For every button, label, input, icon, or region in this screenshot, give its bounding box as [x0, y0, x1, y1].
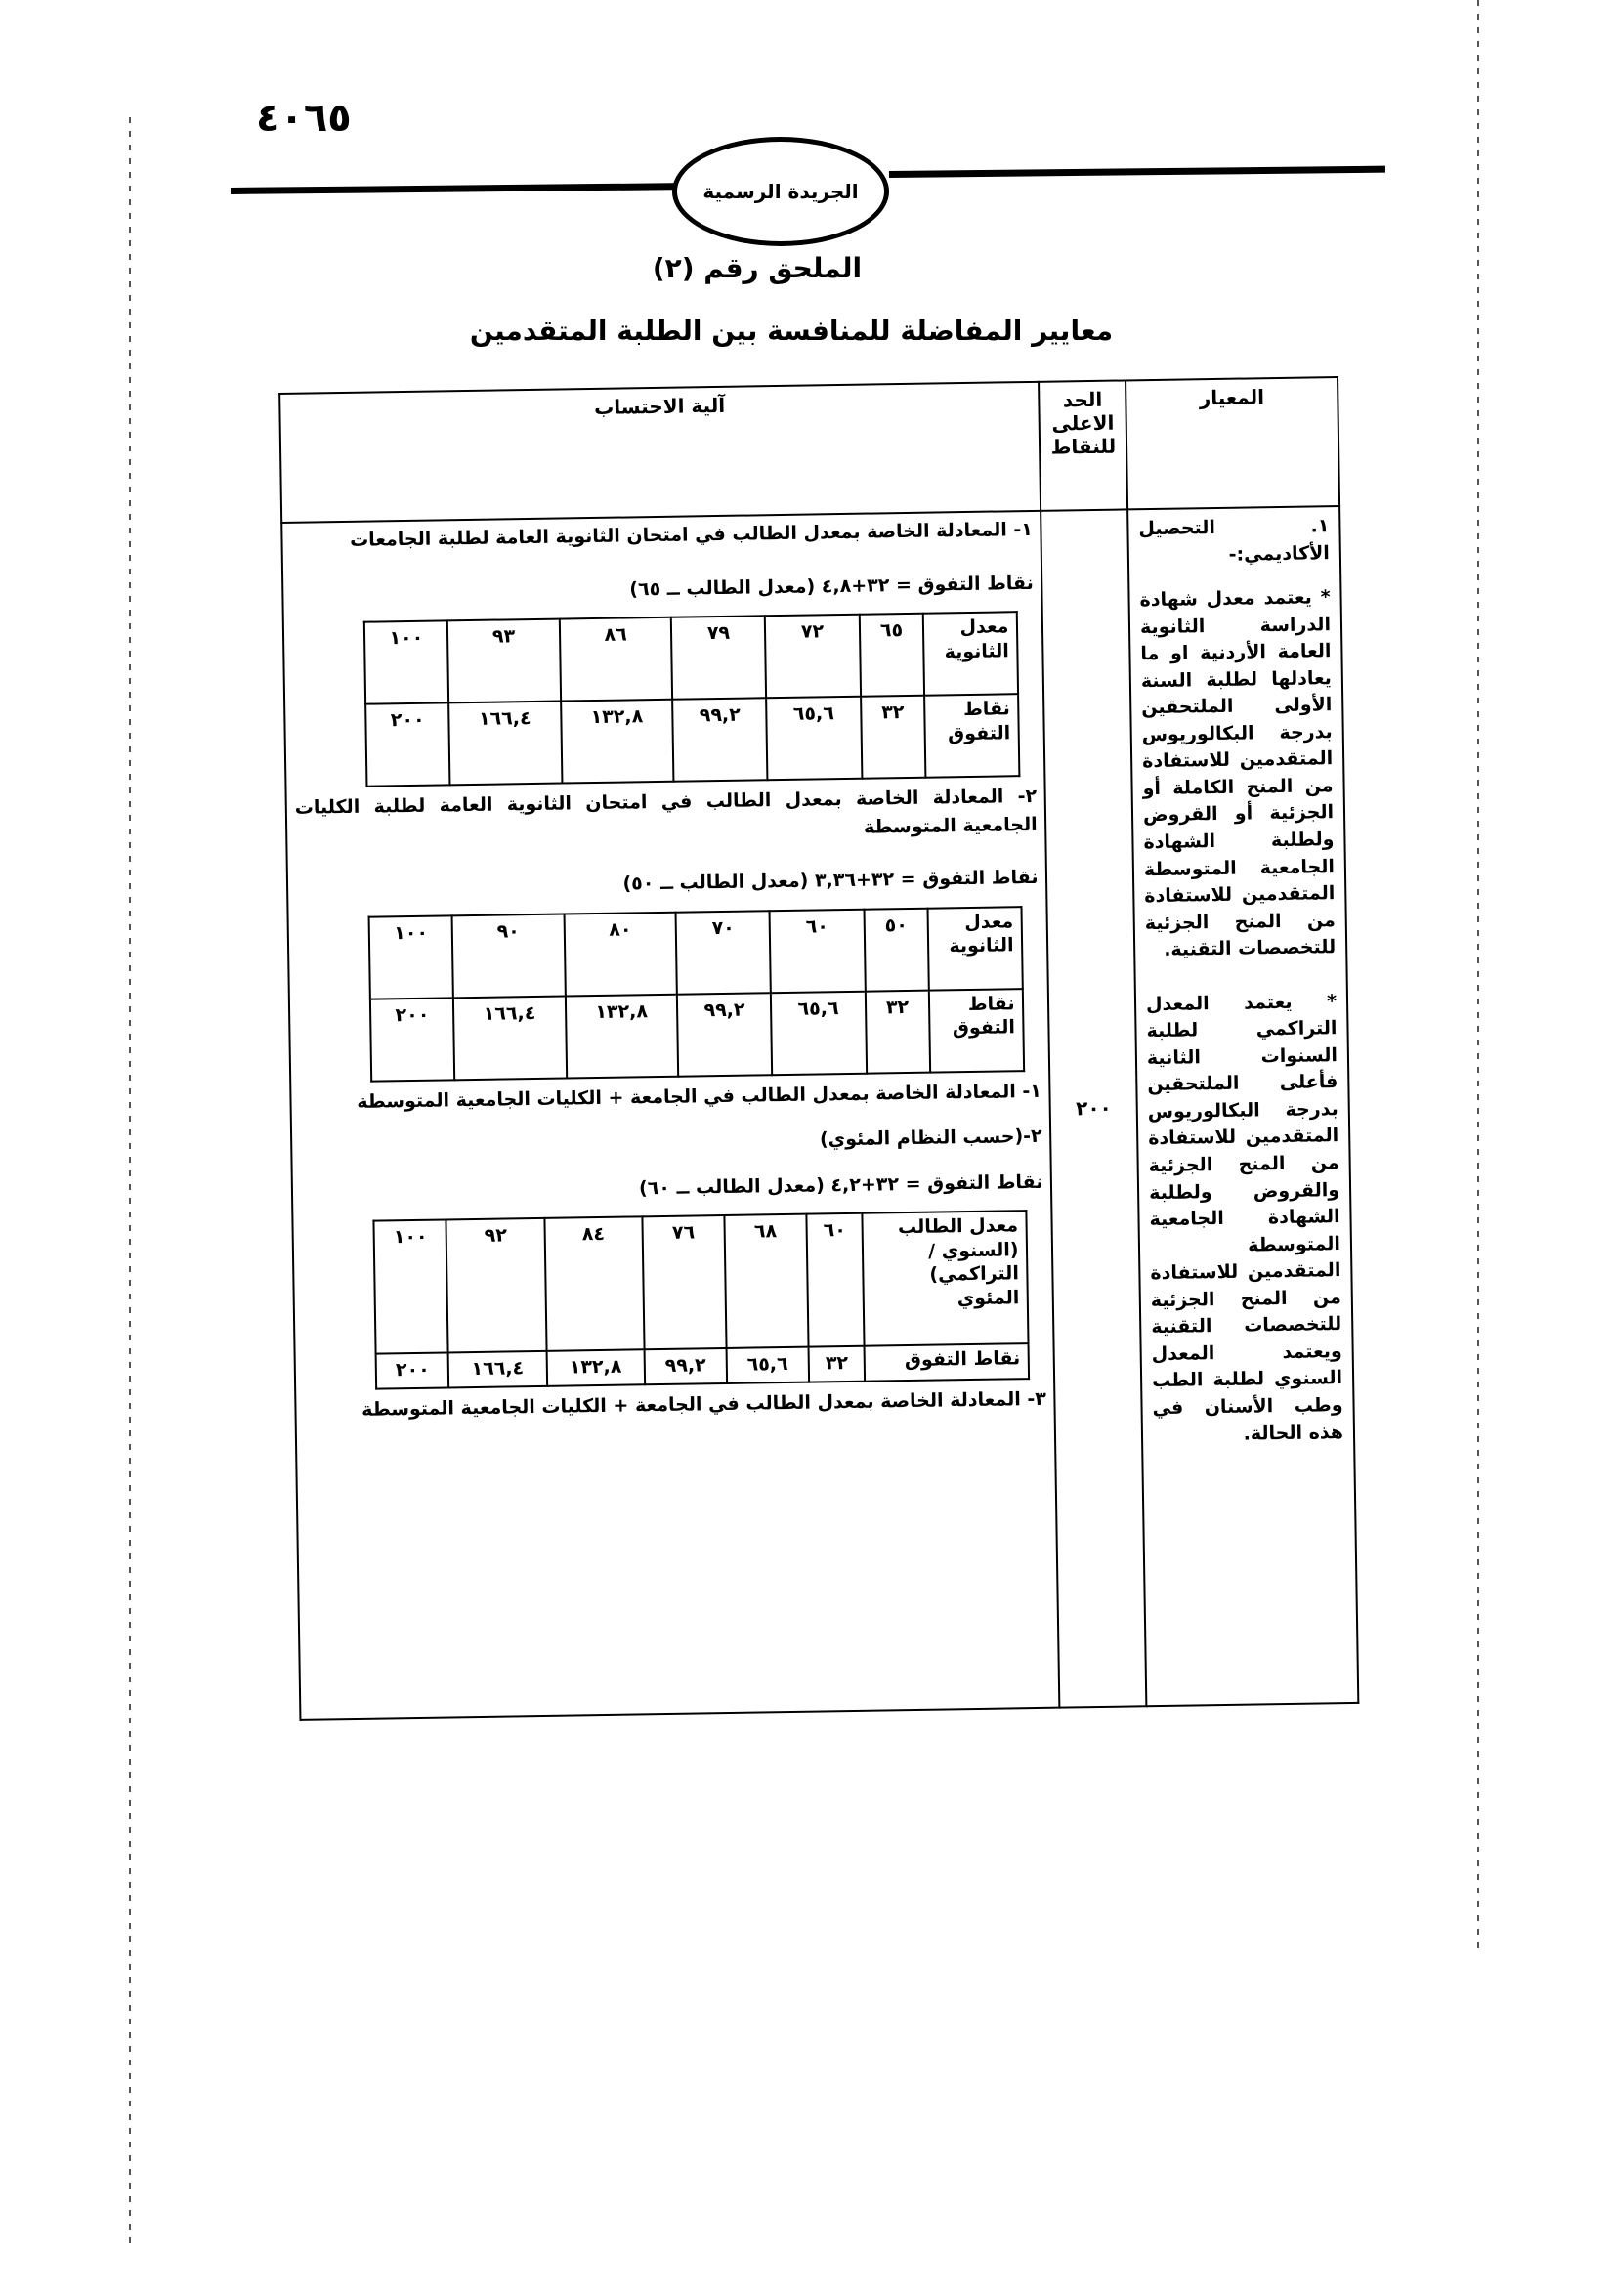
section-3-subtitle: ٢-(حسب النظام المئوي): [819, 1125, 1042, 1151]
section-3-formula: نقاط التفوق = ٣٢+٤,٢ (معدل الطالب ــ ٦٠): [638, 1170, 1043, 1199]
row-label: نقاط التفوق: [925, 694, 1020, 777]
criteria-row-academic: [281, 506, 1358, 1719]
masthead-oval: [672, 137, 889, 246]
criterion-paragraph-2: * يعتمد المعدل التراكمي لطلبة السنوات الثانية فأعلى الملتحقين بدرجة البكالوريوس المتقدمين للاستفادة من المنح الجزئية والقروض ولطلبة الشهادة الجامعية المتوسطة المتقدمين للاستفادة من المنح الجزئية للتخصصات التقنية ويعتمد المعدل السنوي لطلبة الطب وطب الأسنان في هذه الحالة.: [1145, 990, 1344, 1445]
average-cell: ٨٠: [564, 912, 677, 996]
average-cell: ٦٠: [770, 909, 865, 992]
masthead-rule-left: [231, 183, 682, 194]
header-calculation: آلية الاحتساب: [279, 382, 1041, 523]
average-cell: ٧٩: [671, 616, 766, 699]
points-cell: ٣٢: [865, 990, 930, 1073]
annex-title: الملحق رقم (٢): [652, 252, 863, 284]
average-cell: ٩٣: [447, 619, 561, 703]
section-2-title: ٢- المعادلة الخاصة بمعدل الطالب في امتحان الثانوية العامة لطلبة الكليات الجامعية المتوسطة: [294, 785, 1038, 838]
max-points-cell: ٢٠٠: [1041, 509, 1147, 1707]
masthead-rule-right: [889, 166, 1385, 178]
scan-edge-right: [1477, 0, 1479, 1954]
row-label: نقاط التفوق: [929, 989, 1024, 1072]
average-cell: ٩٠: [452, 914, 566, 998]
row-label: معدل الطالب (السنوي /التراكمي) المئوي: [863, 1211, 1029, 1346]
section-1-averages-row: [364, 612, 1018, 703]
points-cell: ٦٥,٦: [726, 1347, 809, 1383]
section-3-title: ١- المعادلة الخاصة بمعدل الطالب في الجامعة + الكليات الجامعية المتوسطة: [357, 1080, 1042, 1113]
average-cell: ٦٨: [724, 1214, 808, 1348]
points-cell: ٢٠٠: [370, 998, 454, 1081]
points-cell: ٢٠٠: [376, 1352, 448, 1388]
average-cell: ٧٦: [642, 1215, 726, 1349]
section-2-table: [368, 906, 1026, 1083]
calculation-cell: [281, 511, 1060, 1720]
points-cell: ١٦٦,٤: [453, 996, 567, 1080]
section-1-table: [363, 611, 1021, 787]
page-number: ٤٠٦٥: [256, 96, 352, 141]
document-title: معايير المفاضلة للمنافسة بين الطلبة المتقدمين: [469, 315, 1114, 347]
section-2-formula: نقاط التفوق = ٣٢+٣,٣٦ (معدل الطالب ــ ٥٠): [622, 866, 1039, 895]
average-cell: ١٠٠: [374, 1219, 448, 1353]
average-cell: ٦٥: [859, 614, 924, 697]
points-cell: ٣٢: [861, 696, 926, 779]
section-1-title: ١- المعادلة الخاصة بمعدل الطالب في امتحان الثانوية العامة لطلبة الجامعات: [349, 518, 1034, 551]
criterion-cell: [1127, 506, 1358, 1706]
section-2-points-row: [370, 989, 1024, 1081]
average-cell: ٩٢: [446, 1218, 546, 1353]
section-3-averages-row: [374, 1211, 1029, 1353]
average-cell: ٧٢: [765, 615, 860, 698]
points-cell: ١٣٢,٨: [546, 1349, 645, 1386]
points-cell: ٣٢: [808, 1346, 865, 1382]
section-1-formula: نقاط التفوق = ٣٢+٤,٨ (معدل الطالب ــ ٦٥): [629, 572, 1034, 600]
points-cell: ١٦٦,٤: [448, 1351, 547, 1388]
points-cell: ٦٥,٦: [767, 697, 862, 780]
average-cell: ٧٠: [676, 911, 771, 994]
section-4-title: ٣- المعادلة الخاصة بمعدل الطالب في الجامعة + الكليات الجامعية المتوسطة: [361, 1387, 1047, 1421]
masthead-title: الجريدة الرسمية: [702, 180, 859, 203]
points-cell: ٦٥,٦: [771, 991, 866, 1074]
criterion-paragraph-1: * يعتمد معدل شهادة الدراسة الثانوية العامة الأردنية او ما يعادلها لطلبة السنة الأولى الملتحقين بدرجة البكالوريوس المتقدمين للاستفادة من المنح الكاملة أو الجزئية أو القروض ولطلبة الشهادة الجامعية المتوسطة المتقدمين للاستفادة من المنح الجزئية للتخصصات التقنية.: [1139, 586, 1337, 961]
average-cell: ٥٠: [864, 908, 929, 991]
points-cell: ١٣٢,٨: [561, 700, 674, 784]
section-2-averages-row: [369, 907, 1023, 999]
points-cell: ٩٩,٢: [677, 993, 772, 1076]
row-label: نقاط التفوق: [865, 1343, 1030, 1382]
points-cell: ١٦٦,٤: [448, 702, 562, 786]
row-label: معدل الثانوية: [928, 907, 1023, 990]
criteria-table: [278, 376, 1359, 1720]
average-cell: ١٠٠: [369, 915, 453, 999]
average-cell: ١٠٠: [364, 620, 448, 703]
points-cell: ٢٠٠: [366, 702, 450, 786]
section-3-table: [373, 1210, 1031, 1390]
criteria-table-header-row: [279, 377, 1339, 523]
header-max-points: الحد الاعلى للنقاط: [1040, 380, 1128, 510]
scan-edge-left: [129, 117, 131, 2247]
average-cell: ٦٠: [806, 1213, 865, 1347]
section-1-points-row: [366, 694, 1020, 786]
header-criterion: المعيار: [1126, 377, 1339, 509]
average-cell: ٨٦: [560, 617, 673, 702]
row-label: معدل الثانوية: [923, 612, 1018, 695]
criterion-heading: ١. التحصيل الأكاديمي:-: [1138, 515, 1331, 566]
points-cell: ٩٩,٢: [644, 1348, 727, 1384]
points-cell: ١٣٢,٨: [566, 994, 679, 1078]
points-cell: ٩٩,٢: [672, 698, 767, 781]
average-cell: ٨٤: [544, 1216, 644, 1351]
